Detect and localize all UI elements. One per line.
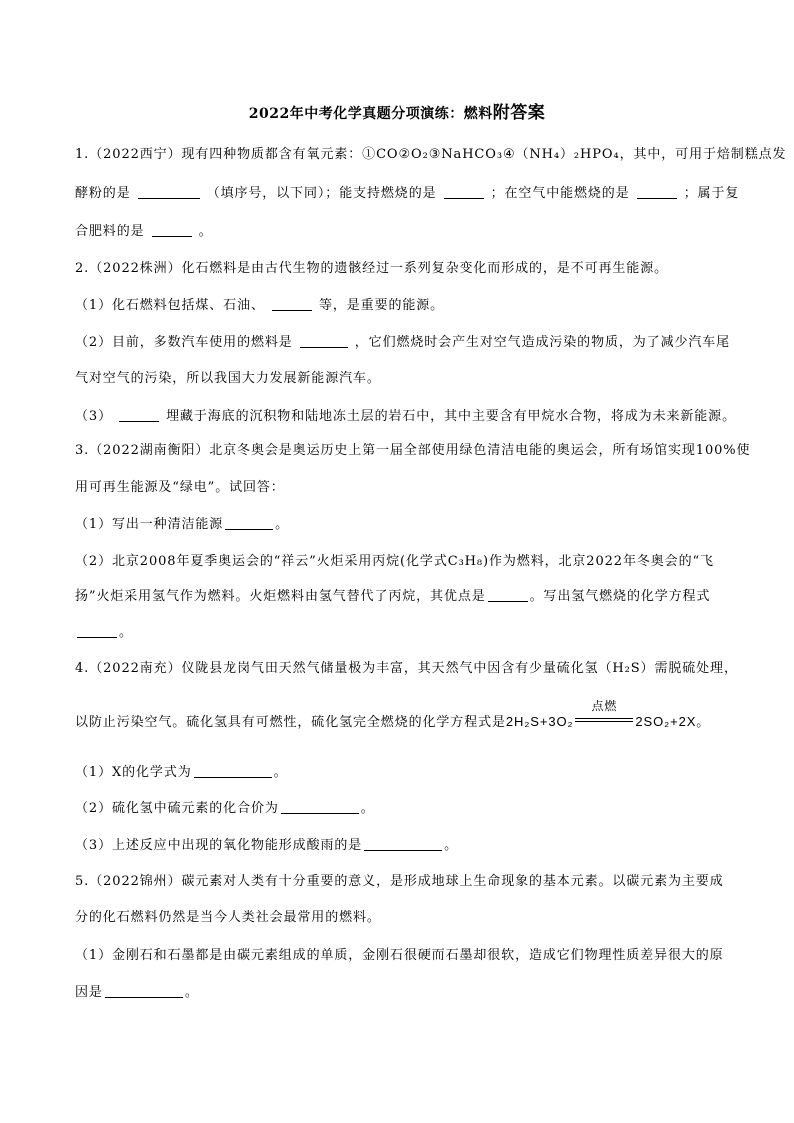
condition-label: 点燃 xyxy=(591,699,618,713)
q5-sub1-text-b: 因是 xyxy=(75,985,103,1000)
q1-blank-4[interactable] xyxy=(152,223,192,237)
q2-blank-3[interactable] xyxy=(119,408,159,422)
q2-sub2-text-a: （2）目前，多数汽车使用的燃料是 xyxy=(75,335,293,350)
q4-text-a: 以防止污染空气。硫化氢具有可燃性，硫化氢完全燃烧的化学方程式是 xyxy=(75,715,506,730)
q4-sub-2 xyxy=(75,799,725,819)
q2-sub1-text-a: （1）化石燃料包括煤、石油、 xyxy=(75,298,265,313)
q3-blank-3[interactable] xyxy=(77,624,117,638)
q1-line-1: 1.（2022西宁）现有四种物质都含有氧元素：①CO②O₂③NaHCO₃④（NH₄）₂HPO₄，其中，可用于焙制糕点发 xyxy=(75,147,787,162)
q5-sub1-text-c: 。 xyxy=(184,985,199,1000)
q4-sub3-text-b: 。 xyxy=(444,838,459,853)
q4-sub-3 xyxy=(75,836,725,856)
q2-sub3-text-b: 埋藏于海底的沉积物和陆地冻土层的岩石中，其中主要含有甲烷水合物，将成为未来新能源。 xyxy=(166,409,736,424)
q2-sub-3 xyxy=(75,407,736,427)
q5-line-1: 5.（2022锦州）碳元素对人类有十分重要的意义，是形成地球上生命现象的基本元素。以碳元素为主要成 xyxy=(75,874,724,889)
q4-line-1: 4.（2022南充）仪陇县龙岗气田天然气储量极为丰富，其天然气中因含有少量硫化氢（H₂S）需脱硫处理， xyxy=(75,661,738,676)
q3-sub-2-cont xyxy=(75,587,725,607)
q3-sub2-text-b: 扬”火炬采用氢气作为燃料。火炬燃料由氢气替代了丙烷，其优点是 xyxy=(75,589,486,604)
q3-sub-1 xyxy=(75,515,725,535)
q4-sub1-text-a: （1）X的化学式为 xyxy=(75,765,192,780)
q4-blank-1[interactable] xyxy=(194,764,272,778)
q5-sub-1: （1）金刚石和石墨都是由碳元素组成的单质，金刚石很硬而石墨却很软，造成它们物理性质差异很大的原 xyxy=(75,948,724,963)
q1-text-c: ；在空气中能燃烧的是 xyxy=(490,186,630,201)
q3-blank-1[interactable] xyxy=(225,516,273,530)
q2-sub-2 xyxy=(75,333,731,353)
q4-line-2 xyxy=(75,699,725,733)
title-main: 2022年中考化学真题分项演练：燃料 xyxy=(248,106,493,122)
q1-line-3 xyxy=(75,222,725,242)
q1-text-b: （填序号，以下同）；能支持燃烧的是 xyxy=(206,186,437,201)
reaction-condition xyxy=(575,699,633,730)
q4-blank-2[interactable] xyxy=(281,800,359,814)
q2-line-1: 2.（2022株洲）化石燃料是由古代生物的遗骸经过一系列复杂变化而形成的，是不可再生能源。 xyxy=(75,261,668,276)
title-suffix: 附答案 xyxy=(492,103,546,123)
q5-sub-1-cont xyxy=(75,983,725,1003)
q3-sub1-text-b: 。 xyxy=(275,517,290,532)
q1-text-a: 酵粉的是 xyxy=(75,186,131,201)
q4-text-b: 。 xyxy=(696,715,711,730)
q1-text-d: ；属于复 xyxy=(683,186,740,201)
equation-left: 2H₂S+3O₂ xyxy=(505,714,574,729)
q1-text-e: 合肥料的是 xyxy=(75,224,145,239)
q2-sub-1 xyxy=(75,296,725,316)
q1-line-2 xyxy=(75,184,740,204)
q3-line-1: 3.（2022湖南衡阳）北京冬奥会是奥运历史上第一届全部使用绿色清洁电能的奥运会，所有场馆实现100%使 xyxy=(75,443,751,458)
q5-blank-1[interactable] xyxy=(105,984,183,998)
q3-sub2-text-c: 。写出氢气燃烧的化学方程式 xyxy=(529,589,711,604)
q3-sub1-text-a: （1）写出一种清洁能源 xyxy=(75,517,224,532)
q1-text-f: 。 xyxy=(198,224,213,239)
q2-sub3-text-a: （3） xyxy=(75,409,112,424)
q4-sub2-text-b: 。 xyxy=(360,801,375,816)
q2-sub1-text-b: 等，是重要的能源。 xyxy=(318,298,445,313)
q3-sub-2: （2）北京2008年夏季奥运会的“祥云”火炬采用丙烷(化学式C₃H₈)作为燃料，北京2022年冬奥会的“飞 xyxy=(75,554,714,569)
page-title xyxy=(0,98,794,123)
q3-sub2-text-d: 。 xyxy=(119,625,133,640)
q5-line-2: 分的化石燃料仍然是当今人类社会最常用的燃料。 xyxy=(75,910,381,925)
q4-blank-3[interactable] xyxy=(364,837,442,851)
q4-sub1-text-b: 。 xyxy=(273,765,288,780)
q1-blank-3[interactable] xyxy=(637,185,677,199)
q1-blank-1[interactable] xyxy=(138,185,200,199)
equation-right: 2SO₂+2X xyxy=(635,714,697,729)
q2-sub-2-cont: 气对空气的污染，所以我国大力发展新能源汽车。 xyxy=(75,371,381,386)
q2-blank-1[interactable] xyxy=(272,297,312,311)
q3-line-2: 用可再生能源及“绿电”。试回答： xyxy=(75,480,285,495)
q2-sub2-text-b: ，它们燃烧时会产生对空气造成污染的物质，为了减少汽车尾 xyxy=(354,335,731,350)
q1-blank-2[interactable] xyxy=(444,185,484,199)
q2-blank-2[interactable] xyxy=(300,334,348,348)
q3-sub-2-end xyxy=(75,623,725,643)
q4-sub-1 xyxy=(75,763,725,783)
q4-sub2-text-a: （2）硫化氢中硫元素的化合价为 xyxy=(75,801,279,816)
q4-sub3-text-a: （3）上述反应中出现的氧化物能形成酸雨的是 xyxy=(75,838,363,853)
q3-blank-2[interactable] xyxy=(488,588,528,602)
